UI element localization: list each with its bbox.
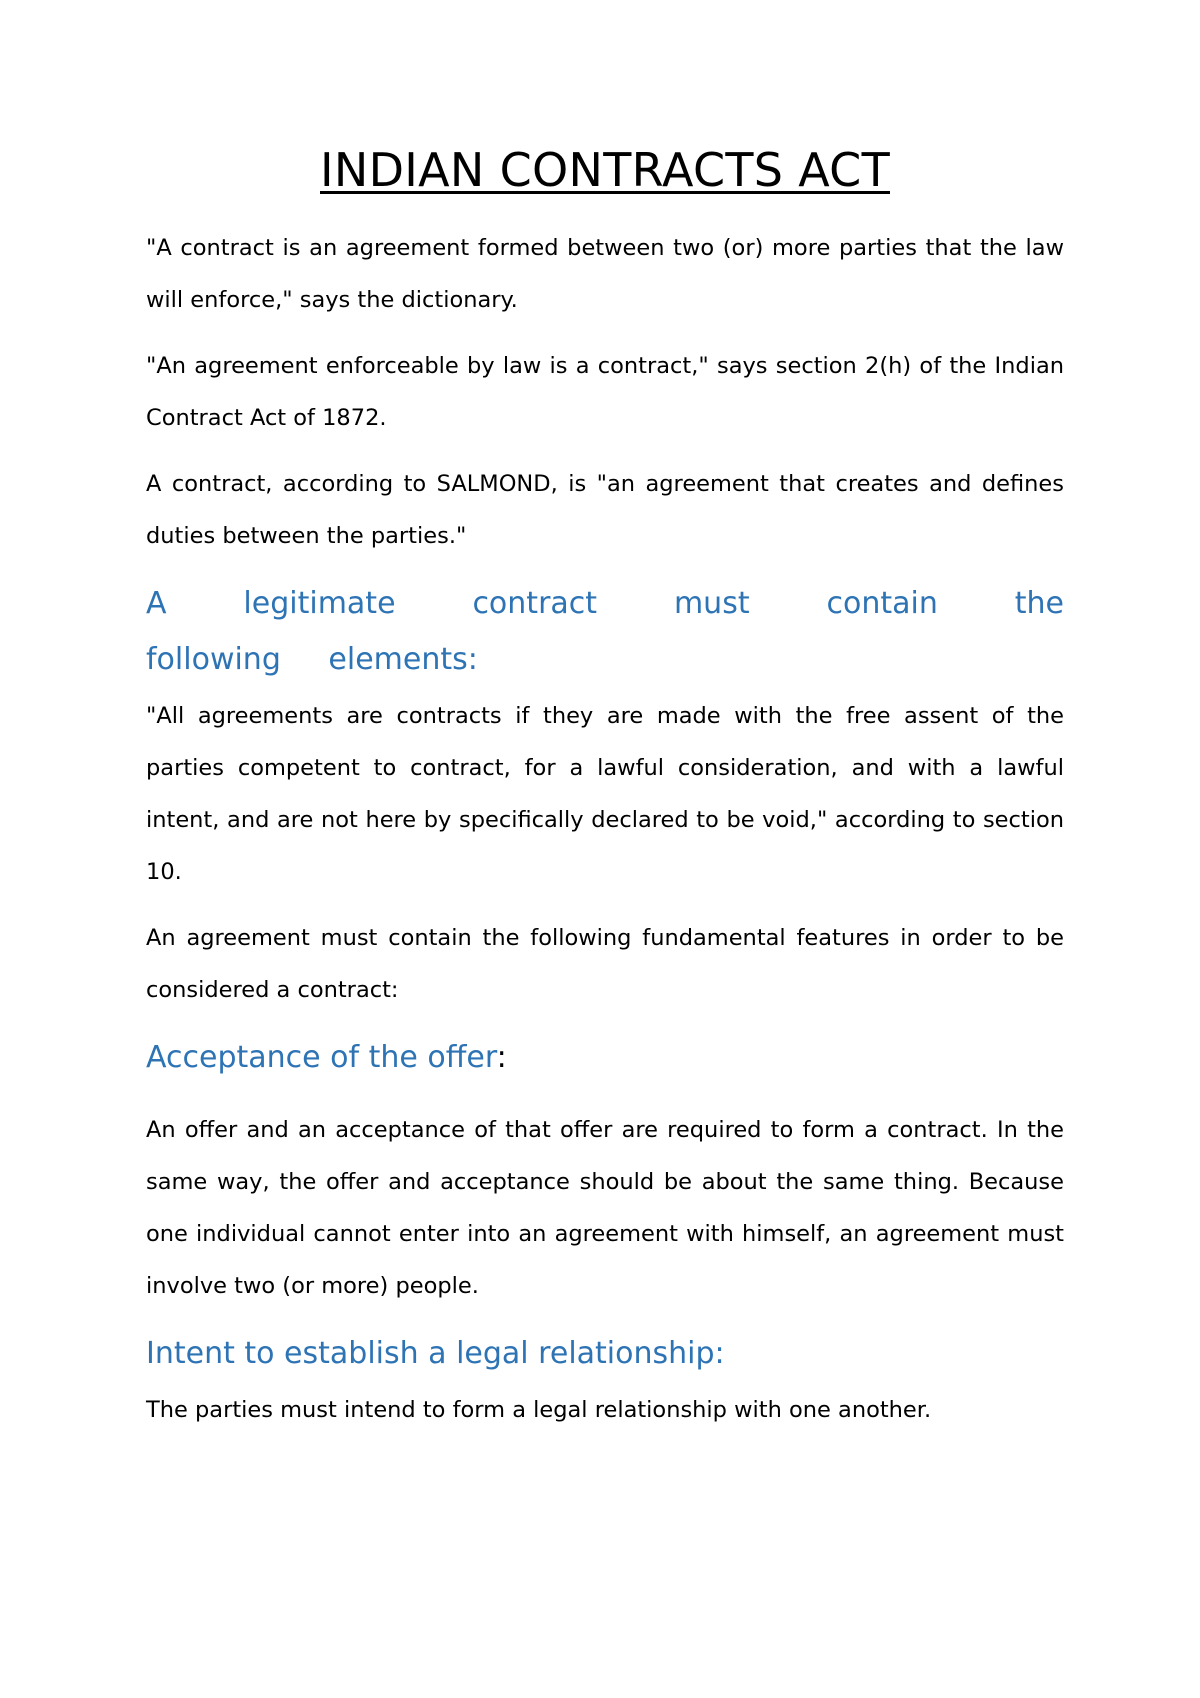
spacer <box>146 1088 1064 1104</box>
acceptance-paragraph: An offer and an acceptance of that offer are required to form a contract. In the same way, the offer and acceptance should be about the same thing. Because one individual cannot enter into an agreement with himself, an agreement must involve two (or more) people. <box>146 1117 1064 1299</box>
heading-intent-legal-relationship: Intent to establish a legal relationship: <box>146 1336 725 1371</box>
heading-acceptance-colon: : <box>496 1040 507 1075</box>
document-content <box>146 140 1064 1450</box>
document-title <box>146 140 1064 200</box>
heading-acceptance-text: Acceptance of the offer <box>146 1040 497 1075</box>
definition-dictionary-paragraph: "A contract is an agreement formed between two (or) more parties that the law will enforce," says the dictionary. <box>146 235 1064 313</box>
section-10-paragraph: "All agreements are contracts if they are made with the free assent of the parties competent to contract, for a lawful consideration, and with a lawful intent, and are not here by specifically declared to be void," according to section 10. <box>146 703 1064 885</box>
definition-salmond-paragraph: A contract, according to SALMOND, is "an agreement that creates and defines duties between the parties." <box>146 471 1064 549</box>
heading-legitimate-contract-elements: A legitimate contract must contain the following elements: <box>146 586 1064 677</box>
document-title-text: INDIAN CONTRACTS ACT <box>320 143 890 197</box>
intent-paragraph: The parties must intend to form a legal relationship with one another. <box>146 1397 932 1423</box>
definition-section-2h-paragraph: "An agreement enforceable by law is a contract," says section 2(h) of the Indian Contract Act of 1872. <box>146 353 1064 431</box>
fundamental-features-paragraph: An agreement must contain the following fundamental features in order to be considered a contract: <box>146 925 1064 1003</box>
heading-acceptance-of-offer <box>146 1030 1064 1086</box>
